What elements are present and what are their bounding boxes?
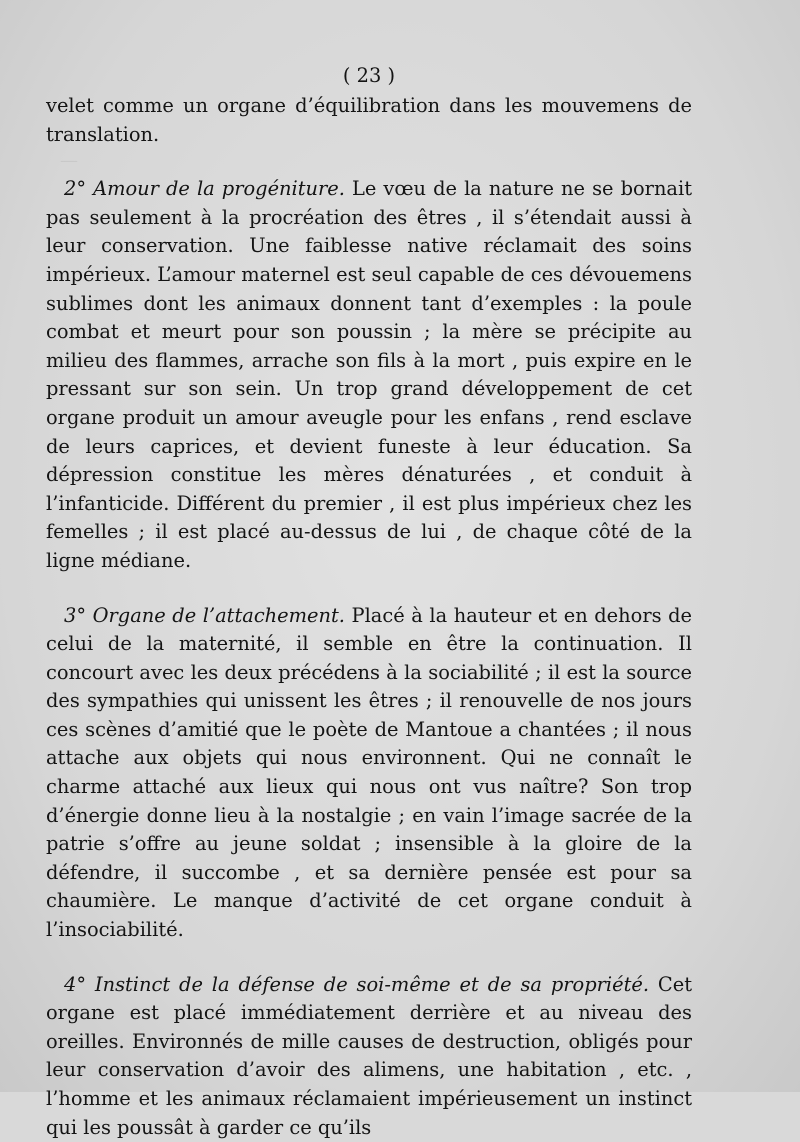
paragraph-text: Cet organe est placé immédiatement derrière et au niveau des oreilles. Environnés de mille causes de destruction, obligés pour leur conservation d’avoir des alimens, une habitation , etc. , l’homme et les animaux réclamaient impérieusement un instinct qui les poussât à garder ce qu’ils xyxy=(46,972,692,1139)
section-heading: 2° Amour de la progéniture. xyxy=(64,177,345,201)
page-number: ( 23 ) xyxy=(342,64,396,87)
paragraph-continuation xyxy=(46,92,692,149)
paragraph-organe-attachement xyxy=(46,602,692,945)
paragraph-text: Le vœu de la nature ne se bornait pas seulement à la procréation des êtres , il s’étendait aussi à leur conservation. Une faiblesse native réclamait des soins impérieux. L’amour maternel est seul capable de ces dévouemens sublimes dont les animaux donnent tant d’exemples : la poule combat et meurt pour son poussin ; la mère se précipite au milieu des flammes, arrache son fils à la mort , puis expire en le pressant sur son sein. Un trop grand développement de cet organe produit un amour aveugle pour les enfans , rend esclave de leurs caprices, et devient funeste à leur éducation. Sa dépression constitue les mères dénaturées , et conduit à l’infanticide. Différent du premier , il est plus impérieux chez les femelles ; il est placé au-dessus de lui , de chaque côté de la ligne médiane. xyxy=(46,177,692,572)
section-heading: 4° Instinct de la défense de soi-même et de sa propriété. xyxy=(64,972,649,996)
section-heading: 3° Organe de l’attachement. xyxy=(64,603,345,627)
show-through-text: — xyxy=(60,150,78,171)
paragraph-instinct-defense xyxy=(46,971,692,1142)
paragraph-text: Placé à la hauteur et en dehors de celui de la maternité, il semble en être la continuation. Il concourt avec les deux précédens à la sociabilité ; il est la source des sympathies qui unissent les êtres ; il renouvelle de nos jours ces scènes d’amitié que le poète de Mantoue a chantées ; il nous attache aux objets qui nous environnent. Qui ne connaît le charme attaché aux lieux qui nous ont vus naître? Son trop d’énergie donne lieu à la nostalgie ; en vain l’image sacrée de la patrie s’offre au jeune soldat ; insensible à la gloire de la défendre, il succombe , et sa dernière pensée est pour sa chaumière. Le manque d’activité de cet organe conduit à l’insociabilité. xyxy=(46,603,693,942)
paragraph-text: velet comme un organe d’équilibration dans les mouvemens de translation. xyxy=(46,94,692,146)
page-text xyxy=(46,62,692,1142)
paragraph-amour-progeniture xyxy=(46,175,692,575)
